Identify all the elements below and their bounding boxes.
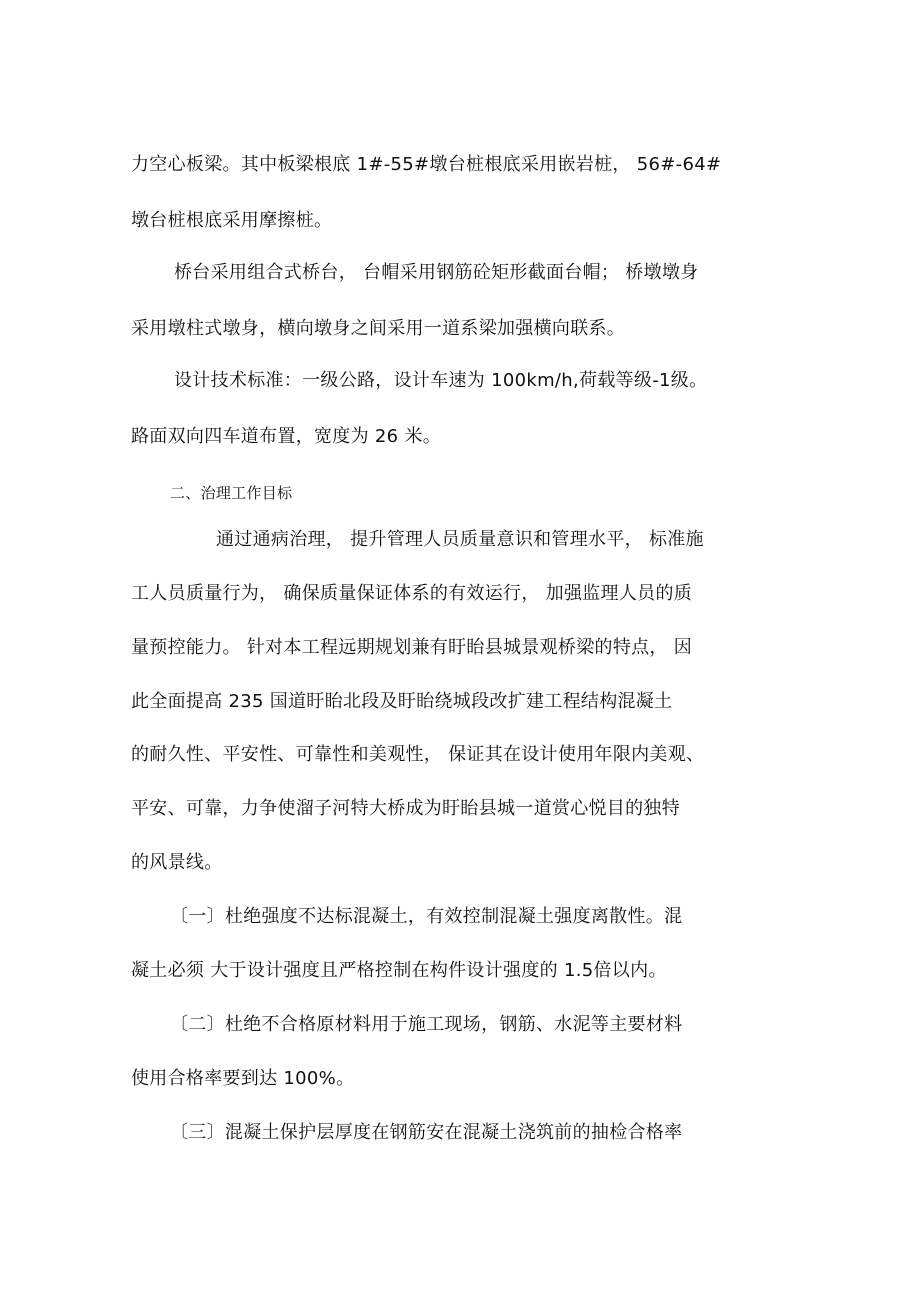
text-line: 桥台采用组合式桥台， 台帽采用钢筋砼矩形截面台帽； 桥墩墩身	[174, 262, 699, 283]
text-line: 使用合格率要到达 100%。	[131, 1068, 355, 1089]
text-line: 墩台桩根底采用摩擦桩。	[131, 210, 333, 231]
text-line: 的风景线。	[131, 852, 223, 873]
text-line: 的耐久性、平安性、可靠性和美观性， 保证其在设计使用年限内美观、	[131, 744, 705, 765]
text-line: 平安、可靠，力争使溜子河特大桥成为盱眙县城一道赏心悦目的独特	[131, 798, 680, 819]
section-heading: 二、治理工作目标	[170, 484, 293, 502]
text-line: 量预控能力。 针对本工程远期规划兼有盱眙县城景观桥梁的特点， 因	[131, 637, 693, 658]
text-line: 凝土必须 大于设计强度且严格控制在构件设计强度的 1.5倍以内。	[131, 960, 667, 981]
text-line: 采用墩柱式墩身，横向墩身之间采用一道系梁加强横向联系。	[131, 318, 626, 339]
text-line: 此全面提高 235 国道盱眙北段及盱眙绕城段改扩建工程结构混凝土	[131, 691, 673, 712]
text-line: 通过通病治理， 提升管理人员质量意识和管理水平， 标准施	[216, 529, 704, 550]
text-line: 〔一〕杜绝强度不达标混凝土，有效控制混凝土强度离散性。混	[170, 906, 683, 927]
text-line: 〔二〕杜绝不合格原材料用于施工现场，钢筋、水泥等主要材料	[170, 1014, 683, 1035]
text-line: 力空心板梁。其中板梁根底 1#-55#墩台桩根底采用嵌岩桩， 56#-64#	[131, 154, 722, 175]
text-line: 路面双向四车道布置，宽度为 26 米。	[131, 426, 442, 447]
text-line: 〔三〕混凝土保护层厚度在钢筋安在混凝土浇筑前的抽检合格率	[170, 1122, 683, 1143]
text-line: 设计技术标准：一级公路，设计车速为 100km/h,荷载等级-1级。	[174, 370, 708, 391]
text-line: 工人员质量行为， 确保质量保证体系的有效运行， 加强监理人员的质	[131, 583, 693, 604]
